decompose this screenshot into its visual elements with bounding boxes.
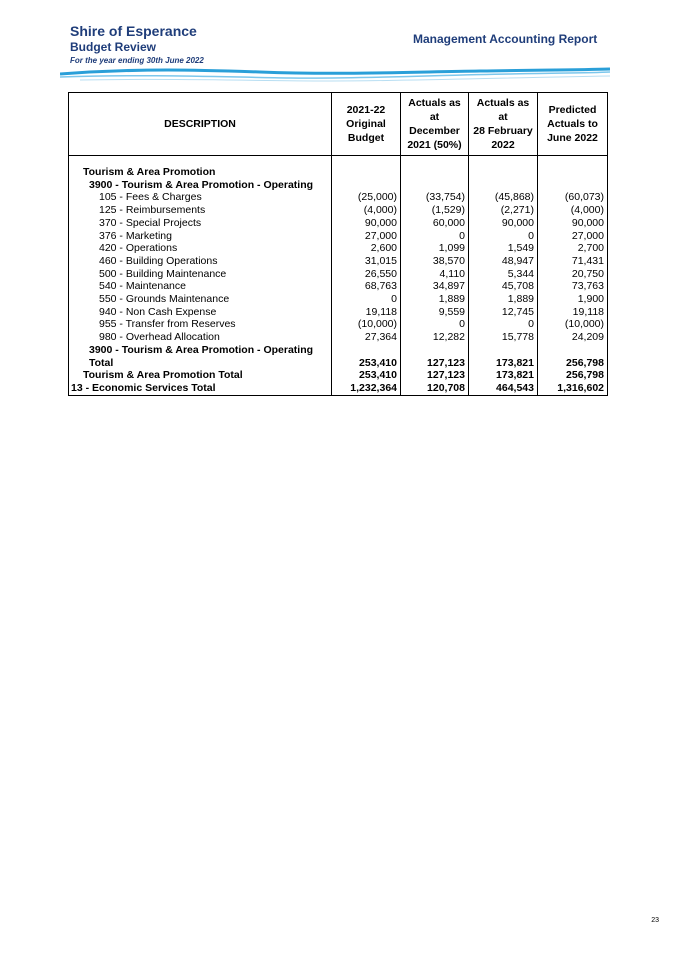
table-row [69,293,608,306]
row-label: 550 - Grounds Maintenance [69,293,332,306]
column-header-line: Predicted [548,104,597,116]
row-value: 15,778 [469,331,538,344]
row-label: 3900 - Tourism & Area Promotion - Operating [69,179,332,192]
table-row [69,344,608,357]
row-value: 60,000 [401,217,469,230]
row-value: 256,798 [538,357,608,370]
row-value: 0 [332,293,401,306]
column-header-3 [469,93,538,156]
org-name: Shire of Esperance [70,23,197,39]
row-value: (60,073) [538,191,608,204]
row-value: 45,708 [469,280,538,293]
table-row [69,369,608,382]
row-value [332,179,401,192]
column-header-line: 2021-22 [346,104,386,116]
row-value: 48,947 [469,255,538,268]
column-header-line: DESCRIPTION [164,118,236,130]
row-value: 20,750 [538,268,608,281]
row-value: 173,821 [469,369,538,382]
row-value: (10,000) [538,318,608,331]
row-value: 90,000 [538,217,608,230]
row-value: 27,000 [538,230,608,243]
column-header-line: Actuals as at [476,97,530,123]
row-label: 376 - Marketing [69,230,332,243]
table-row [69,280,608,293]
report-period: For the year ending 30th June 2022 [70,56,204,65]
row-label: 13 - Economic Services Total [69,382,332,395]
row-value: 1,316,602 [538,382,608,395]
column-header-2 [401,93,469,156]
row-value [332,344,401,357]
row-value [332,166,401,179]
row-value: (25,000) [332,191,401,204]
row-value: 1,232,364 [332,382,401,395]
row-value: (1,529) [401,204,469,217]
row-value [401,166,469,179]
column-header-line: December [409,125,460,137]
row-value: 464,543 [469,382,538,395]
row-value: 173,821 [469,357,538,370]
table-row [69,242,608,255]
row-label: 955 - Transfer from Reserves [69,318,332,331]
column-header-line: Actuals to [547,118,598,130]
row-label: Tourism & Area Promotion [69,166,332,179]
row-value: 0 [469,318,538,331]
page-number: 23 [651,917,659,924]
column-header-line: Actuals as at [408,97,461,123]
table-row [69,255,608,268]
row-value: 27,364 [332,331,401,344]
row-value: 0 [469,230,538,243]
budget-table [68,92,608,396]
row-value [538,344,608,357]
row-value: 1,900 [538,293,608,306]
table-row [69,179,608,192]
table-row [69,382,608,395]
row-value: 68,763 [332,280,401,293]
row-value: 34,897 [401,280,469,293]
row-value: 31,015 [332,255,401,268]
column-header-4 [538,93,608,156]
row-value: 1,549 [469,242,538,255]
row-value: 1,889 [401,293,469,306]
row-value: (33,754) [401,191,469,204]
row-label: 3900 - Tourism & Area Promotion - Operating [69,344,332,357]
row-value: 24,209 [538,331,608,344]
row-label: 540 - Maintenance [69,280,332,293]
report-title: Management Accounting Report [413,32,598,46]
row-value [469,344,538,357]
table-row [69,166,608,179]
row-label: 460 - Building Operations [69,255,332,268]
row-label: 940 - Non Cash Expense [69,306,332,319]
table-row [69,357,608,370]
report-subtitle: Budget Review [70,40,157,54]
table-row [69,230,608,243]
column-header-description [69,93,332,156]
row-label: Total [69,357,332,370]
column-header-line: Budget [347,132,385,144]
table-row [69,217,608,230]
table-row [69,191,608,204]
row-value: 4,110 [401,268,469,281]
row-value: 90,000 [469,217,538,230]
row-label: 125 - Reimbursements [69,204,332,217]
row-label: 370 - Special Projects [69,217,332,230]
row-value: 26,550 [332,268,401,281]
row-value [469,179,538,192]
row-value: 120,708 [401,382,469,395]
row-value: 253,410 [332,369,401,382]
row-value: 12,745 [469,306,538,319]
row-value: (10,000) [332,318,401,331]
row-value: (45,868) [469,191,538,204]
column-header-line: 28 February [473,125,533,137]
row-value: 71,431 [538,255,608,268]
row-value: 0 [401,230,469,243]
table-row [69,204,608,217]
row-value: 90,000 [332,217,401,230]
row-value [401,179,469,192]
column-header-line: Original [346,118,386,130]
wave-decoration [60,66,610,86]
row-value [469,166,538,179]
row-label: 420 - Operations [69,242,332,255]
row-value: (2,271) [469,204,538,217]
column-header-line: June 2022 [547,132,598,144]
row-value: 1,889 [469,293,538,306]
table-row [69,268,608,281]
row-value: 2,600 [332,242,401,255]
column-header-line: 2021 (50%) [407,139,462,151]
column-header-1 [332,93,401,156]
row-label: 980 - Overhead Allocation [69,331,332,344]
row-value: 19,118 [538,306,608,319]
row-value: 38,570 [401,255,469,268]
row-value: 73,763 [538,280,608,293]
row-value: 127,123 [401,357,469,370]
table-row [69,306,608,319]
row-value: 27,000 [332,230,401,243]
row-value: 19,118 [332,306,401,319]
row-value: (4,000) [538,204,608,217]
row-value: 127,123 [401,369,469,382]
row-value: 256,798 [538,369,608,382]
table-header-row [69,93,608,156]
row-value: 12,282 [401,331,469,344]
row-label: 105 - Fees & Charges [69,191,332,204]
row-value: 5,344 [469,268,538,281]
row-label: 500 - Building Maintenance [69,268,332,281]
row-value: 1,099 [401,242,469,255]
column-header-line: 2022 [491,139,515,151]
table-row [69,318,608,331]
row-value: 253,410 [332,357,401,370]
row-value [538,179,608,192]
table-spacer-row [69,156,608,167]
row-value: 2,700 [538,242,608,255]
table-row [69,331,608,344]
row-value [401,344,469,357]
row-value: 0 [401,318,469,331]
row-value: (4,000) [332,204,401,217]
row-label: Tourism & Area Promotion Total [69,369,332,382]
row-value: 9,559 [401,306,469,319]
row-value [538,166,608,179]
